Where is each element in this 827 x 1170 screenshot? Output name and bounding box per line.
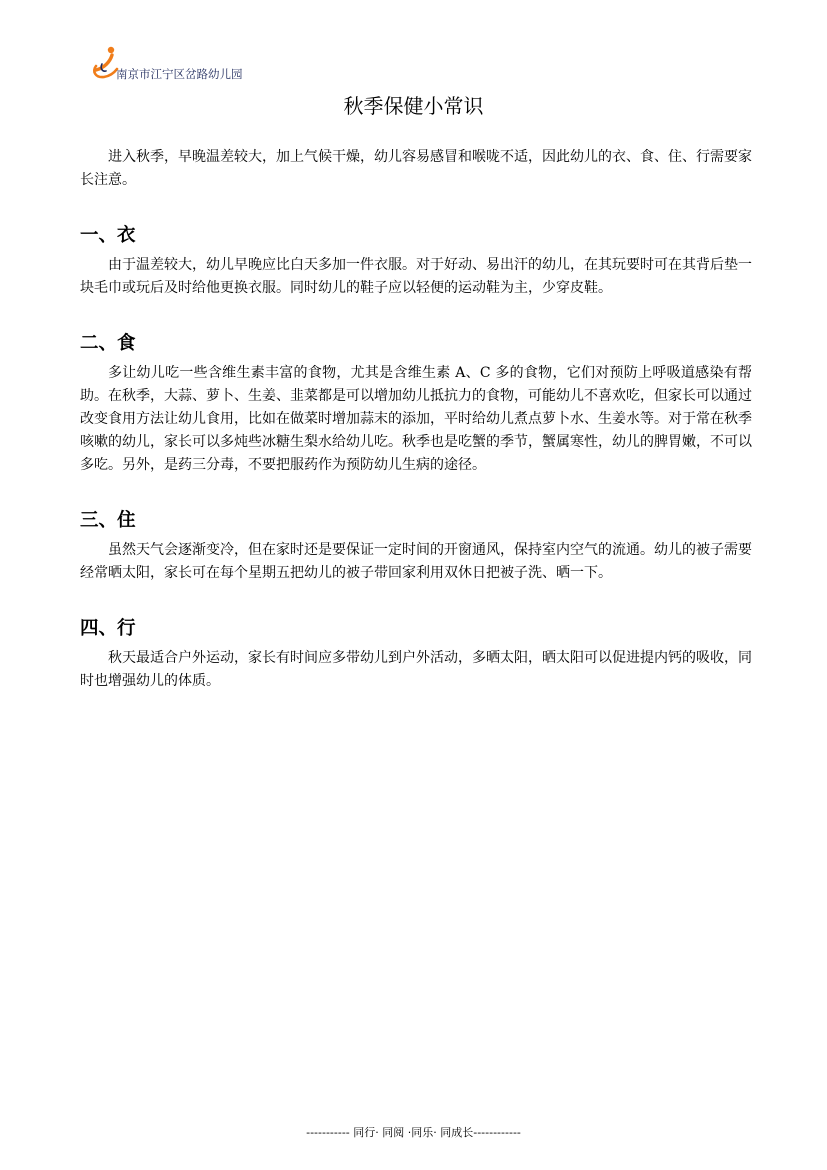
section-food [80, 330, 752, 477]
section-heading: 一、衣 [80, 225, 136, 246]
section-paragraph: 由于温差较大，幼儿早晚应比白天多加一件衣服。对于好动、易出汗的幼儿，在其玩要时可在其背后垫一块毛巾或玩后及时给他更换衣服。同时幼儿的鞋子应以轻便的运动鞋为主，少穿皮鞋。 [80, 257, 752, 296]
intro-paragraph: 进入秋季，早晚温差较大，加上气候干燥，幼儿容易感冒和喉咙不适，因此幼儿的衣、食、住、行需要家长注意。 [80, 149, 752, 188]
section-paragraph: 秋天最适合户外运动，家长有时间应多带幼儿到户外活动，多晒太阳，晒太阳可以促进提内钙的吸收，同时也增强幼儿的体质。 [80, 650, 752, 689]
section-heading: 四、行 [80, 618, 136, 639]
section-heading: 二、食 [80, 333, 136, 354]
article-body [80, 146, 752, 723]
page-title: 秋季保健小常识 [343, 94, 484, 118]
section-paragraph: 多让幼儿吃一些含维生素丰富的食物，尤其是含维生素 A、C 多的食物，它们对预防上呼吸道感染有帮助。在秋季，大蒜、萝卜、生姜、韭菜都是可以增加幼儿抵抗力的食物，可能幼儿不喜欢吃，但家长可以通过改变食用方法让幼儿食用，比如在做菜时增加蒜末的添加，平时给幼儿煮点萝卜水、生姜水等。对于常在秋季咳嗽的幼儿，家长可以多炖些冰糖生梨水给幼儿吃。秋季也是吃蟹的季节，蟹属寒性，幼儿的脾胃嫩，不可以多吃。另外，是药三分毒，不要把服药作为预防幼儿生病的途径。 [80, 365, 752, 473]
section-travel [80, 615, 752, 693]
section-clothing [80, 222, 752, 300]
section-paragraph: 虽然天气会逐渐变冷，但在家时还是要保证一定时间的开窗通风，保持室内空气的流通。幼儿的被子需要经常晒太阳，家长可在每个星期五把幼儿的被子带回家利用双休日把被子洗、晒一下。 [80, 542, 752, 581]
school-name: 南京市江宁区岔路幼儿园 [116, 67, 243, 81]
page-footer: ----------- 同行· 同阅 ·同乐· 同成长------------ [306, 1126, 521, 1139]
section-housing [80, 507, 752, 585]
section-heading: 三、住 [80, 510, 136, 531]
page-header [90, 44, 270, 82]
